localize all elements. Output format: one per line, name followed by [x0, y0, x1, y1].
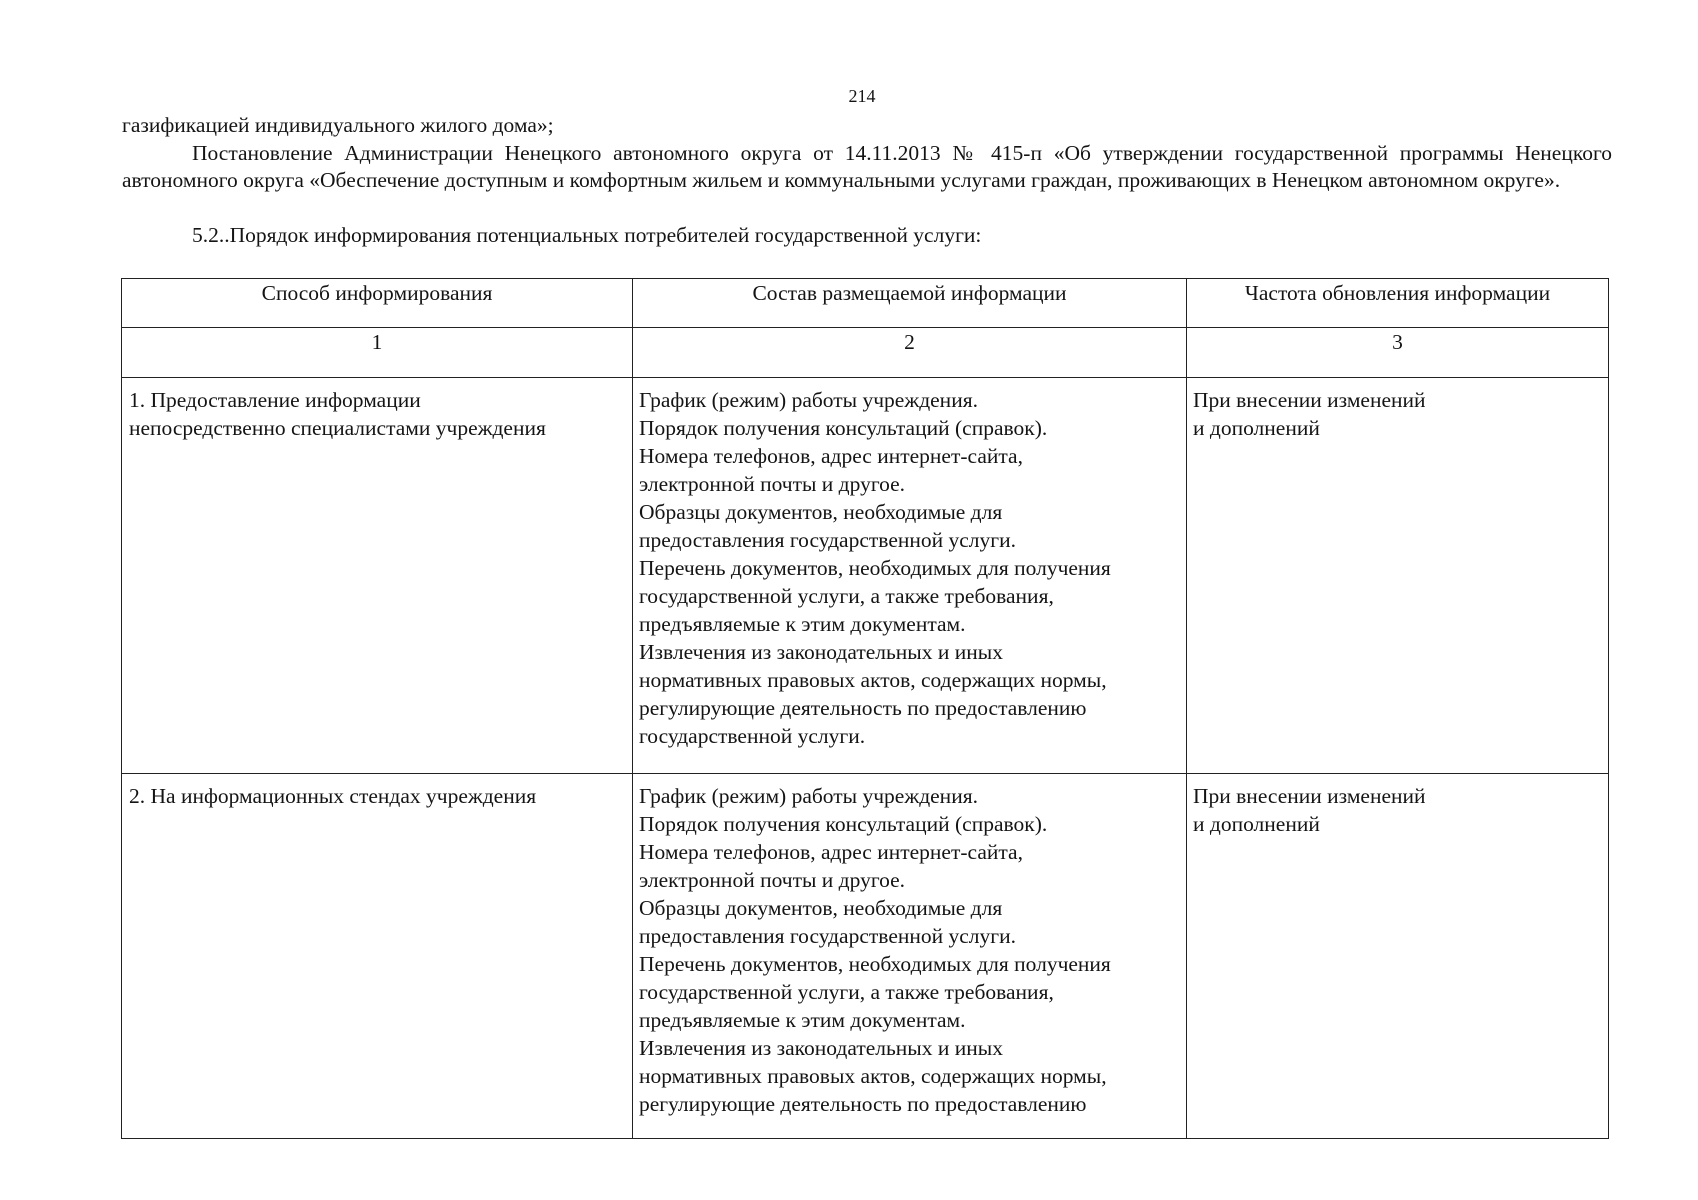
cell-text-line: предъявляемые к этим документам. — [639, 1008, 966, 1032]
cell-text-line: 2. На информационных стендах учреждения — [129, 784, 537, 808]
frequency-cell — [1187, 378, 1609, 774]
column-number-2: 2 — [633, 328, 1187, 378]
header-method: Способ информирования — [122, 279, 633, 328]
cell-text-line: регулирующие деятельность по предоставлению — [639, 1092, 1087, 1116]
header-frequency: Частота обновления информации — [1187, 279, 1609, 328]
cell-text-line: Порядок получения консультаций (справок). — [639, 812, 1048, 836]
cell-text-line: Образцы документов, необходимые для — [639, 500, 1003, 524]
column-number-1: 1 — [122, 328, 633, 378]
cell-text-line: непосредственно специалистами учреждения — [129, 416, 546, 440]
cell-text-line: предоставления государственной услуги. — [639, 528, 1016, 552]
page-number: 214 — [848, 86, 876, 106]
table-row — [122, 774, 1609, 1139]
table-row — [122, 378, 1609, 774]
column-number-3: 3 — [1187, 328, 1609, 378]
cell-text-line: государственной услуги, а также требования, — [639, 584, 1054, 608]
cell-text-line: Перечень документов, необходимых для получения — [639, 952, 1111, 976]
cell-text-line: предоставления государственной услуги. — [639, 924, 1016, 948]
cell-text-line: Порядок получения консультаций (справок). — [639, 416, 1048, 440]
information-table — [121, 278, 1609, 1139]
cell-text-line: Извлечения из законодательных и иных — [639, 1036, 1003, 1060]
method-cell — [122, 774, 633, 1139]
table-number-row — [122, 328, 1609, 378]
cell-text-line: График (режим) работы учреждения. — [639, 388, 978, 412]
cell-text-line: 1. Предоставление информации — [129, 388, 421, 412]
cell-text-line: Номера телефонов, адрес интернет-сайта, — [639, 444, 1023, 468]
cell-text-line: государственной услуги, а также требования, — [639, 980, 1054, 1004]
cell-text-line: нормативных правовых актов, содержащих нормы, — [639, 1064, 1107, 1088]
table-header-row — [122, 279, 1609, 328]
method-cell — [122, 378, 633, 774]
cell-text-line: При внесении изменений — [1193, 784, 1426, 808]
cell-text-line: нормативных правовых актов, содержащих нормы, — [639, 668, 1107, 692]
paragraph-resolution: Постановление Администрации Ненецкого автономного округа от 14.11.2013 № 415-п «Об утверждении государственной программы Ненецкого автономного округа «Обеспечение доступным и комфортным жильем и коммунальными услугами граждан, проживающих в Ненецком автономном округе». — [122, 141, 1612, 192]
cell-text-line: Образцы документов, необходимые для — [639, 896, 1003, 920]
cell-text-line: и дополнений — [1193, 416, 1320, 440]
paragraph-continuation: газификацией индивидуального жилого дома»; — [122, 113, 554, 137]
cell-text-line: регулирующие деятельность по предоставлению — [639, 696, 1087, 720]
cell-text-line: Извлечения из законодательных и иных — [639, 640, 1003, 664]
cell-text-line: Номера телефонов, адрес интернет-сайта, — [639, 840, 1023, 864]
content-cell — [633, 774, 1187, 1139]
content-cell — [633, 378, 1187, 774]
cell-text-line: и дополнений — [1193, 812, 1320, 836]
cell-text-line: При внесении изменений — [1193, 388, 1426, 412]
cell-text-line: Перечень документов, необходимых для получения — [639, 556, 1111, 580]
header-content: Состав размещаемой информации — [633, 279, 1187, 328]
cell-text-line: предъявляемые к этим документам. — [639, 612, 966, 636]
paragraph-section-heading: 5.2..Порядок информирования потенциальных потребителей государственной услуги: — [192, 223, 982, 247]
cell-text-line: электронной почты и другое. — [639, 868, 906, 892]
frequency-cell — [1187, 774, 1609, 1139]
cell-text-line: электронной почты и другое. — [639, 472, 906, 496]
cell-text-line: График (режим) работы учреждения. — [639, 784, 978, 808]
cell-text-line: государственной услуги. — [639, 724, 866, 748]
